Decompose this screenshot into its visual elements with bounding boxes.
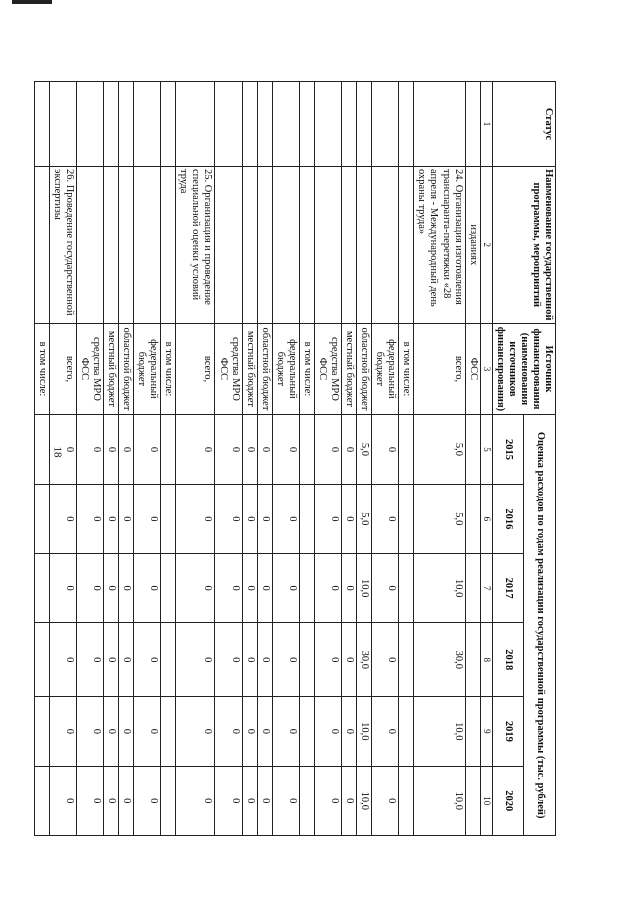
measure-name-cell [76, 167, 103, 324]
value-cell: 0 [176, 554, 215, 623]
value-cell [399, 766, 414, 836]
value-cell [34, 766, 49, 836]
value-cell: 0 [215, 415, 242, 484]
value-cell [299, 697, 314, 766]
year-header-2015: 2015 [492, 415, 524, 484]
value-cell: 0 [49, 623, 76, 697]
value-cell: 5,0 [414, 484, 465, 553]
value-cell: 0 [342, 415, 357, 484]
value-cell: 0 [104, 623, 119, 697]
value-cell: 0 [314, 415, 341, 484]
funding-source-cell: всего, [176, 323, 215, 415]
column-number-row [480, 82, 492, 836]
value-cell: 0 [314, 766, 341, 836]
value-cell [399, 697, 414, 766]
table-row [104, 82, 119, 836]
value-cell: 0 [257, 697, 272, 766]
value-cell [34, 484, 49, 553]
table-row [215, 82, 242, 836]
funding-source-cell: местный бюджет [342, 323, 357, 415]
value-cell: 30,0 [357, 623, 372, 697]
value-cell: 5,0 [357, 484, 372, 553]
value-cell: 0 [242, 484, 257, 553]
column-number: 5 [480, 415, 492, 484]
value-cell: 0 [215, 697, 242, 766]
value-cell: 0 [215, 484, 242, 553]
value-cell: 0 [272, 623, 299, 697]
funding-source-cell: местный бюджет [104, 323, 119, 415]
year-header-2017: 2017 [492, 554, 524, 623]
header-source: Источник финансирования (наименования источников финансирования) [492, 323, 555, 415]
value-cell: 10,0 [357, 697, 372, 766]
value-cell: 0 [104, 697, 119, 766]
value-cell [465, 766, 480, 836]
value-cell: 0 [342, 623, 357, 697]
measure-name-cell [134, 167, 161, 324]
value-cell [34, 623, 49, 697]
value-cell [34, 415, 49, 484]
value-cell [161, 554, 176, 623]
value-cell [299, 415, 314, 484]
status-cell [34, 82, 49, 167]
budget-table [34, 81, 556, 836]
measure-name-cell: 24. Организация изготовления транспаранта-перетяжки «28 апреля - Международный день охраны труда» [414, 167, 465, 324]
value-cell: 0 [176, 697, 215, 766]
value-cell: 0 [119, 415, 134, 484]
status-cell [272, 82, 299, 167]
measure-name-cell [242, 167, 257, 324]
measure-name-cell [342, 167, 357, 324]
value-cell: 0 [134, 415, 161, 484]
value-cell: 0 [342, 766, 357, 836]
header-status: Статус [492, 82, 555, 167]
value-cell: 0 [119, 697, 134, 766]
value-cell [465, 554, 480, 623]
value-cell: 0 [372, 623, 399, 697]
status-cell [49, 82, 76, 167]
value-cell: 0 [76, 697, 103, 766]
column-number: 7 [480, 554, 492, 623]
page-number: 18 [51, 446, 64, 458]
value-cell: 0 [134, 697, 161, 766]
header-estimate: Оценка расходов по годам реализации государственной программы (тыс. рублей) [524, 415, 556, 836]
value-cell: 0 [342, 484, 357, 553]
value-cell: 0 [119, 623, 134, 697]
value-cell [34, 554, 49, 623]
value-cell: 0 [76, 623, 103, 697]
value-cell [161, 766, 176, 836]
value-cell: 0 [372, 484, 399, 553]
status-cell [357, 82, 372, 167]
measure-name-cell: 26. Проведение государственной экспертизы [49, 167, 76, 324]
table-row [76, 82, 103, 836]
measure-name-cell [161, 167, 176, 324]
table-row [242, 82, 257, 836]
table-row [34, 82, 49, 836]
funding-source-cell: средства МРО ФСС [314, 323, 341, 415]
status-cell [414, 82, 465, 167]
value-cell: 0 [49, 415, 76, 484]
column-number: 8 [480, 623, 492, 697]
value-cell: 0 [257, 554, 272, 623]
value-cell: 0 [272, 415, 299, 484]
funding-source-cell: всего, [414, 323, 465, 415]
status-cell [465, 82, 480, 167]
value-cell: 0 [119, 484, 134, 553]
funding-source-cell: в том числе: [161, 323, 176, 415]
value-cell [161, 623, 176, 697]
value-cell: 0 [372, 554, 399, 623]
value-cell: 0 [242, 554, 257, 623]
value-cell: 10,0 [414, 766, 465, 836]
table-row [299, 82, 314, 836]
status-cell [314, 82, 341, 167]
funding-source-cell: местный бюджет [242, 323, 257, 415]
funding-source-cell: федеральный бюджет [372, 323, 399, 415]
value-cell [399, 484, 414, 553]
value-cell: 0 [242, 697, 257, 766]
value-cell [465, 484, 480, 553]
value-cell: 0 [242, 623, 257, 697]
value-cell: 0 [372, 766, 399, 836]
value-cell: 5,0 [357, 415, 372, 484]
value-cell: 0 [134, 623, 161, 697]
status-cell [372, 82, 399, 167]
measure-name-cell [34, 167, 49, 324]
funding-source-cell: областной бюджет [357, 323, 372, 415]
value-cell: 0 [176, 484, 215, 553]
funding-source-cell: областной бюджет [119, 323, 134, 415]
column-number: 10 [480, 766, 492, 836]
measure-name-cell [372, 167, 399, 324]
value-cell [399, 623, 414, 697]
measure-name-cell [299, 167, 314, 324]
value-cell: 0 [314, 554, 341, 623]
measure-name-cell [257, 167, 272, 324]
value-cell: 0 [272, 766, 299, 836]
measure-name-cell [399, 167, 414, 324]
status-cell [134, 82, 161, 167]
measure-name-cell [104, 167, 119, 324]
status-cell [76, 82, 103, 167]
year-header-2018: 2018 [492, 623, 524, 697]
funding-source-cell: средства МРО ФСС [76, 323, 103, 415]
table-row [357, 82, 372, 836]
value-cell: 10,0 [414, 554, 465, 623]
measure-name-cell [215, 167, 242, 324]
value-cell: 0 [314, 623, 341, 697]
value-cell: 0 [49, 554, 76, 623]
measure-name-cell [119, 167, 134, 324]
value-cell [161, 697, 176, 766]
funding-source-cell: в том числе: [34, 323, 49, 415]
table-row [399, 82, 414, 836]
year-header-2020: 2020 [492, 766, 524, 836]
table-row [372, 82, 399, 836]
value-cell: 0 [314, 484, 341, 553]
value-cell: 0 [119, 766, 134, 836]
value-cell: 0 [272, 697, 299, 766]
value-cell: 30,0 [414, 623, 465, 697]
value-cell [465, 697, 480, 766]
value-cell: 0 [272, 484, 299, 553]
value-cell: 0 [272, 554, 299, 623]
value-cell [34, 697, 49, 766]
rotated-table-container [36, 81, 556, 836]
status-cell [161, 82, 176, 167]
table-row [272, 82, 299, 836]
value-cell [161, 484, 176, 553]
status-cell [104, 82, 119, 167]
value-cell: 0 [257, 415, 272, 484]
column-number: 9 [480, 697, 492, 766]
value-cell [299, 554, 314, 623]
funding-source-cell: всего, [49, 323, 76, 415]
table-row [342, 82, 357, 836]
value-cell: 0 [49, 697, 76, 766]
value-cell: 0 [76, 554, 103, 623]
column-number: 6 [480, 484, 492, 553]
status-cell [299, 82, 314, 167]
value-cell: 0 [134, 484, 161, 553]
value-cell: 0 [176, 415, 215, 484]
table-body [34, 82, 480, 836]
year-header-2019: 2019 [492, 697, 524, 766]
measure-name-cell [314, 167, 341, 324]
value-cell: 0 [49, 766, 76, 836]
value-cell: 0 [372, 415, 399, 484]
value-cell: 0 [134, 766, 161, 836]
measure-name-cell [357, 167, 372, 324]
table-row [161, 82, 176, 836]
value-cell: 10,0 [357, 554, 372, 623]
status-cell [257, 82, 272, 167]
value-cell: 0 [134, 554, 161, 623]
funding-source-cell: средства МРО ФСС [215, 323, 242, 415]
value-cell: 0 [342, 697, 357, 766]
value-cell: 0 [342, 554, 357, 623]
value-cell: 0 [242, 766, 257, 836]
value-cell: 0 [76, 484, 103, 553]
status-cell [119, 82, 134, 167]
value-cell [465, 623, 480, 697]
value-cell: 0 [314, 697, 341, 766]
value-cell [161, 415, 176, 484]
value-cell: 0 [215, 554, 242, 623]
table-row [414, 82, 465, 836]
value-cell [299, 484, 314, 553]
status-cell [399, 82, 414, 167]
value-cell: 0 [76, 415, 103, 484]
value-cell [299, 766, 314, 836]
value-cell: 0 [104, 484, 119, 553]
funding-source-cell: в том числе: [399, 323, 414, 415]
top-bar-mark [12, 0, 52, 4]
status-cell [215, 82, 242, 167]
measure-name-cell [272, 167, 299, 324]
measure-name-cell: изданиях [465, 167, 480, 324]
year-header-2016: 2016 [492, 484, 524, 553]
value-cell: 0 [215, 623, 242, 697]
value-cell: 0 [176, 766, 215, 836]
value-cell [399, 554, 414, 623]
funding-source-cell: ФСС [465, 323, 480, 415]
status-cell [242, 82, 257, 167]
table-row [119, 82, 134, 836]
measure-name-cell: 25. Организация и проведение специальной оценки условий труда [176, 167, 215, 324]
value-cell: 0 [104, 415, 119, 484]
table-row [465, 82, 480, 836]
value-cell [399, 415, 414, 484]
table-row [257, 82, 272, 836]
value-cell: 0 [104, 554, 119, 623]
value-cell: 0 [49, 484, 76, 553]
value-cell [299, 623, 314, 697]
table-row [134, 82, 161, 836]
value-cell: 0 [76, 766, 103, 836]
value-cell: 0 [104, 766, 119, 836]
header-name: Наименование государственной программы, мероприятий [492, 167, 555, 324]
value-cell: 0 [242, 415, 257, 484]
column-number: 2 [480, 167, 492, 324]
value-cell: 10,0 [414, 697, 465, 766]
funding-source-cell: областной бюджет [257, 323, 272, 415]
table-row [49, 82, 76, 836]
value-cell [465, 415, 480, 484]
column-number: 1 [480, 82, 492, 167]
value-cell: 0 [119, 554, 134, 623]
value-cell: 0 [176, 623, 215, 697]
funding-source-cell: в том числе: [299, 323, 314, 415]
value-cell: 0 [257, 623, 272, 697]
status-cell [176, 82, 215, 167]
status-cell [342, 82, 357, 167]
funding-source-cell: федеральный бюджет [134, 323, 161, 415]
funding-source-cell: федеральный бюджет [272, 323, 299, 415]
column-number: 3 [480, 323, 492, 415]
value-cell: 5,0 [414, 415, 465, 484]
value-cell: 10,0 [357, 766, 372, 836]
value-cell: 0 [257, 484, 272, 553]
table-row [176, 82, 215, 836]
value-cell: 0 [372, 697, 399, 766]
table-row [314, 82, 341, 836]
value-cell: 0 [257, 766, 272, 836]
value-cell: 0 [215, 766, 242, 836]
